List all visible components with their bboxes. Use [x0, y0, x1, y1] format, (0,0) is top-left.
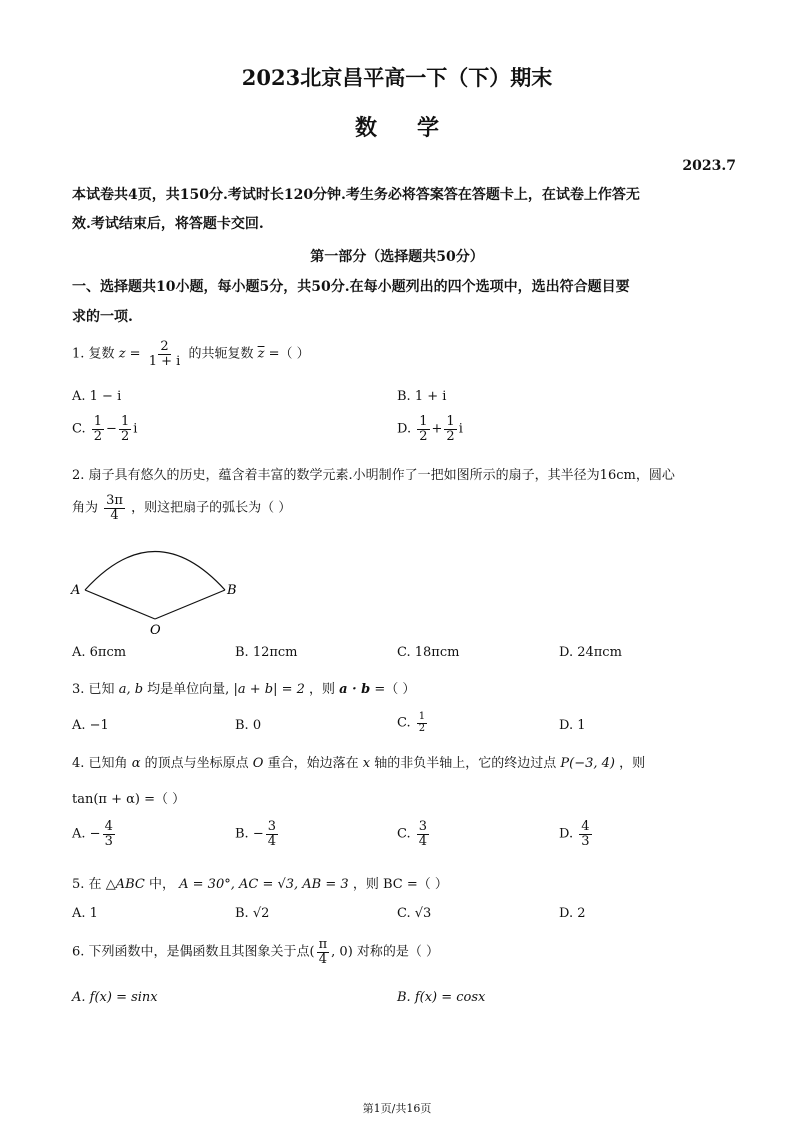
- q5-option-d: D. 2: [559, 906, 586, 921]
- q5-option-a: A. 1: [72, 906, 98, 921]
- question-3-stem: 3. 已知 a, b 均是单位向量, |a + b| = 2 ，则 a · b =（ ）: [72, 682, 416, 697]
- q1-post: =（ ）: [268, 346, 310, 362]
- q3-abs-condition: |a + b| = 2: [233, 682, 305, 697]
- q1-option-b: B. 1 + i: [397, 389, 447, 404]
- q2-option-c: C. 18πcm: [397, 645, 460, 660]
- exam-date: 2023.7: [682, 158, 736, 174]
- exam-subject: 数学: [354, 115, 479, 141]
- section-title: 第一部分（选择题共50分）: [310, 249, 484, 265]
- q6-option-b: B. f(x) = cosx: [397, 990, 486, 1005]
- fan-arc: [85, 552, 225, 591]
- q4-option-d: D. $\frac{4}{3}$: [559, 819, 590, 849]
- question-2-stem: 2. 扇子具有悠久的历史，蕴含着丰富的数学元素.小明制作了一把如图所示的扇子，其半径为16cm，圆心: [72, 468, 675, 483]
- question-4-stem-2: tan(π + α) =（ ）: [72, 792, 186, 807]
- q3-option-d: D. 1: [559, 718, 586, 733]
- q2-option-d: D. 24πcm: [559, 645, 622, 660]
- q4-option-b: B. − $\frac{3}{4}$: [235, 819, 277, 849]
- section-desc-2: 求的一项.: [72, 309, 133, 325]
- question-4-stem: 4. 已知角 α 的顶点与坐标原点 O 重合，始边落在 x 轴的非负半轴上，它的终边过点 P(−3, 4) ，则: [72, 756, 646, 771]
- question-2-stem-2: 角为 $\frac{3\pi}{4}$ ，则这把扇子的弧长为（ ）: [72, 493, 292, 523]
- q1-option-c: C. $\frac{1}{2}$ − $\frac{1}{2}$ i: [72, 414, 138, 444]
- q1-z: z =: [118, 346, 141, 362]
- instructions-line-1: 本试卷共4页，共150分.考试时长120分钟.考生务必将答案答在答题卡上，在试卷上作答无: [72, 187, 640, 203]
- q6-option-a: A. f(x) = sinx: [72, 990, 158, 1005]
- q1-mid: 的共轭复数: [188, 346, 254, 362]
- fan-radius-ob: [155, 590, 225, 619]
- q3-option-b: B. 0: [235, 718, 262, 733]
- q5-option-b: B. √2: [235, 906, 270, 921]
- section-desc-1: 一、选择题共10小题，每小题5分，共50分.在每小题列出的四个选项中，选出符合题目要: [72, 279, 630, 295]
- q3-vectors: a, b: [118, 682, 144, 697]
- exam-title: 2023北京昌平高一下（下）期末: [241, 65, 553, 90]
- q1-option-a: A. 1 − i: [72, 389, 122, 404]
- page-footer: 第1页/共16页: [362, 1102, 432, 1115]
- q5-option-c: C. √3: [397, 906, 432, 921]
- fan-radius-oa: [85, 590, 155, 619]
- question-5-stem: 5. 在 △ABC 中， A = 30°, AC = √3, AB = 3 ，则 BC =（ ）: [72, 877, 448, 892]
- question-1-stem: [72, 340, 310, 368]
- q1-fraction: $\frac{2}{1 + i}$: [148, 339, 181, 369]
- fan-label-o: O: [150, 623, 161, 638]
- q5-condition: A = 30°, AC = √3, AB = 3: [179, 877, 349, 892]
- q1-pre: 1. 复数: [72, 346, 115, 362]
- q3-option-a: A. −1: [72, 718, 109, 733]
- q2-angle-fraction: $\frac{3\pi}{4}$: [106, 493, 123, 523]
- q2-option-b: B. 12πcm: [235, 645, 298, 660]
- q1-zbar: $\overline{z}$: [257, 346, 265, 362]
- q3-option-c: C. $\frac{1}{2}$: [397, 711, 426, 734]
- fan-label-b: B: [227, 583, 237, 598]
- instructions-line-2: 效.考试结束后，将答题卡交回.: [72, 216, 264, 232]
- fan-label-a: A: [71, 583, 81, 598]
- q2-option-a: A. 6πcm: [72, 645, 127, 660]
- q4-option-a: A. − $\frac{4}{3}$: [72, 819, 113, 849]
- q1-option-d: D. $\frac{1}{2}$ + $\frac{1}{2}$ i: [397, 414, 463, 444]
- question-6-stem: 6. 下列函数中，是偶函数且其图象关于点( $\frac{\pi}{4}$ , 0) 对称的是（ ）: [72, 937, 440, 967]
- q4-option-c: C. $\frac{3}{4}$: [397, 819, 428, 849]
- q3-dot-product: a · b: [339, 682, 371, 697]
- fan-figure: [68, 535, 248, 640]
- q4-point: P(−3, 4): [560, 756, 615, 771]
